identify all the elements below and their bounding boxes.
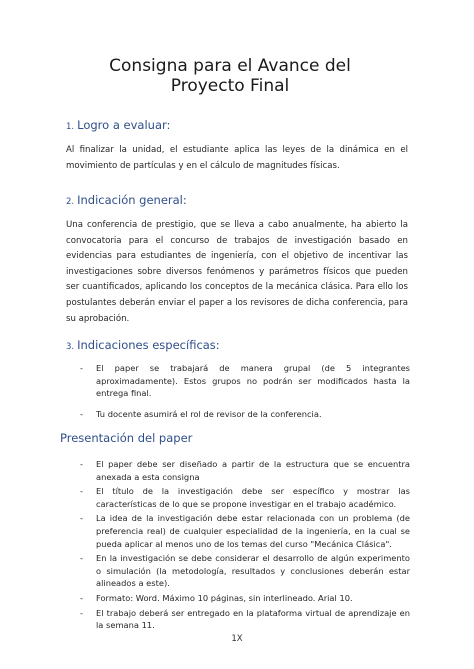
list-item [66,552,410,590]
bullet-dash: - [80,513,83,524]
section-1-text: Al finalizar la unidad, el estudiante aplica las leyes de la dinámica en el movimiento de partículas y en el cálculo de magnitudes físicas. [66,145,408,171]
title-line-1: Consigna para el Avance del [109,56,351,76]
list-item-text: El trabajo deberá ser entregado en la plataforma virtual de aprendizaje en la semana 11. [96,607,410,631]
list-item [66,607,410,632]
section-3-number: 3. [66,342,75,352]
presentation-list [66,458,410,632]
section-2-number: 2. [66,197,75,207]
list-item-text: Formato: Word. Máximo 10 páginas, sin interlineado. Arial 10. [96,592,353,603]
list-item-text: El paper se trabajará de manera grupal (de 5 integrantes aproximadamente). Estos grupos no podrán ser modificados hasta la entrega final. [96,363,410,399]
list-item [66,512,410,550]
section-3-title: Indicaciones específicas: [77,338,220,352]
list-item-text: El título de la investigación debe ser específico y mostrar las características de lo que se propone investigar en el trabajo académico. [96,486,410,509]
specific-instructions-list [66,362,410,420]
list-item [66,458,410,483]
section-3-heading [66,338,220,352]
section-1-title: Logro a evaluar: [77,118,171,132]
list-item-text: El paper debe ser diseñado a partir de la estructura que se encuentra anexada a esta consigna [96,459,410,482]
list-item-text: La idea de la investigación debe estar relacionada con un problema (de preferencia real) de cualquier especialidad de la ingeniería, en la cual se pueda aplicar al menos uno de los temas del curso "Mecánica Clásica". [96,513,410,549]
section-2-text: Una conferencia de prestigio, que se lleva a cabo anualmente, ha abierto la convocatoria para el concurso de trabajos de investigación basado en evidencias para estudiantes de ingeniería, con el objetivo de incentivar las investigaciones sobre diversos fenómenos y parámetros físicos que pueden ser cuantificados, aplicando los conceptos de la mecánica clásica. Para ello los postulantes deberán enviar el paper a los revisores de dicha conferencia, para su aprobación. [66,220,408,324]
bullet-dash: - [80,363,83,373]
bullet-dash: - [80,607,83,618]
list-item-text: En la investigación se debe considerar el desarrollo de algún experimento o simulación (la metodología, resultados y conclusiones deberán estar alineados a este). [96,553,410,589]
list-item [66,362,410,400]
section-1-number: 1. [66,122,75,132]
section-2-heading [66,193,187,207]
list-item [66,485,410,510]
list-item [66,408,410,421]
section-1-heading [66,118,170,132]
page-number: 1X [231,634,243,644]
document-title [60,56,400,96]
bullet-dash: - [80,486,83,497]
bullet-dash: - [80,592,83,603]
list-item [66,592,410,605]
bullet-dash: - [80,553,83,564]
section-2-title: Indicación general: [77,193,187,207]
title-line-2: Proyecto Final [170,76,290,96]
presentation-heading: Presentación del paper [60,431,193,445]
bullet-dash: - [80,408,83,419]
list-item-text: Tu docente asumirá el rol de revisor de la conferencia. [96,408,322,419]
bullet-dash: - [80,459,83,469]
